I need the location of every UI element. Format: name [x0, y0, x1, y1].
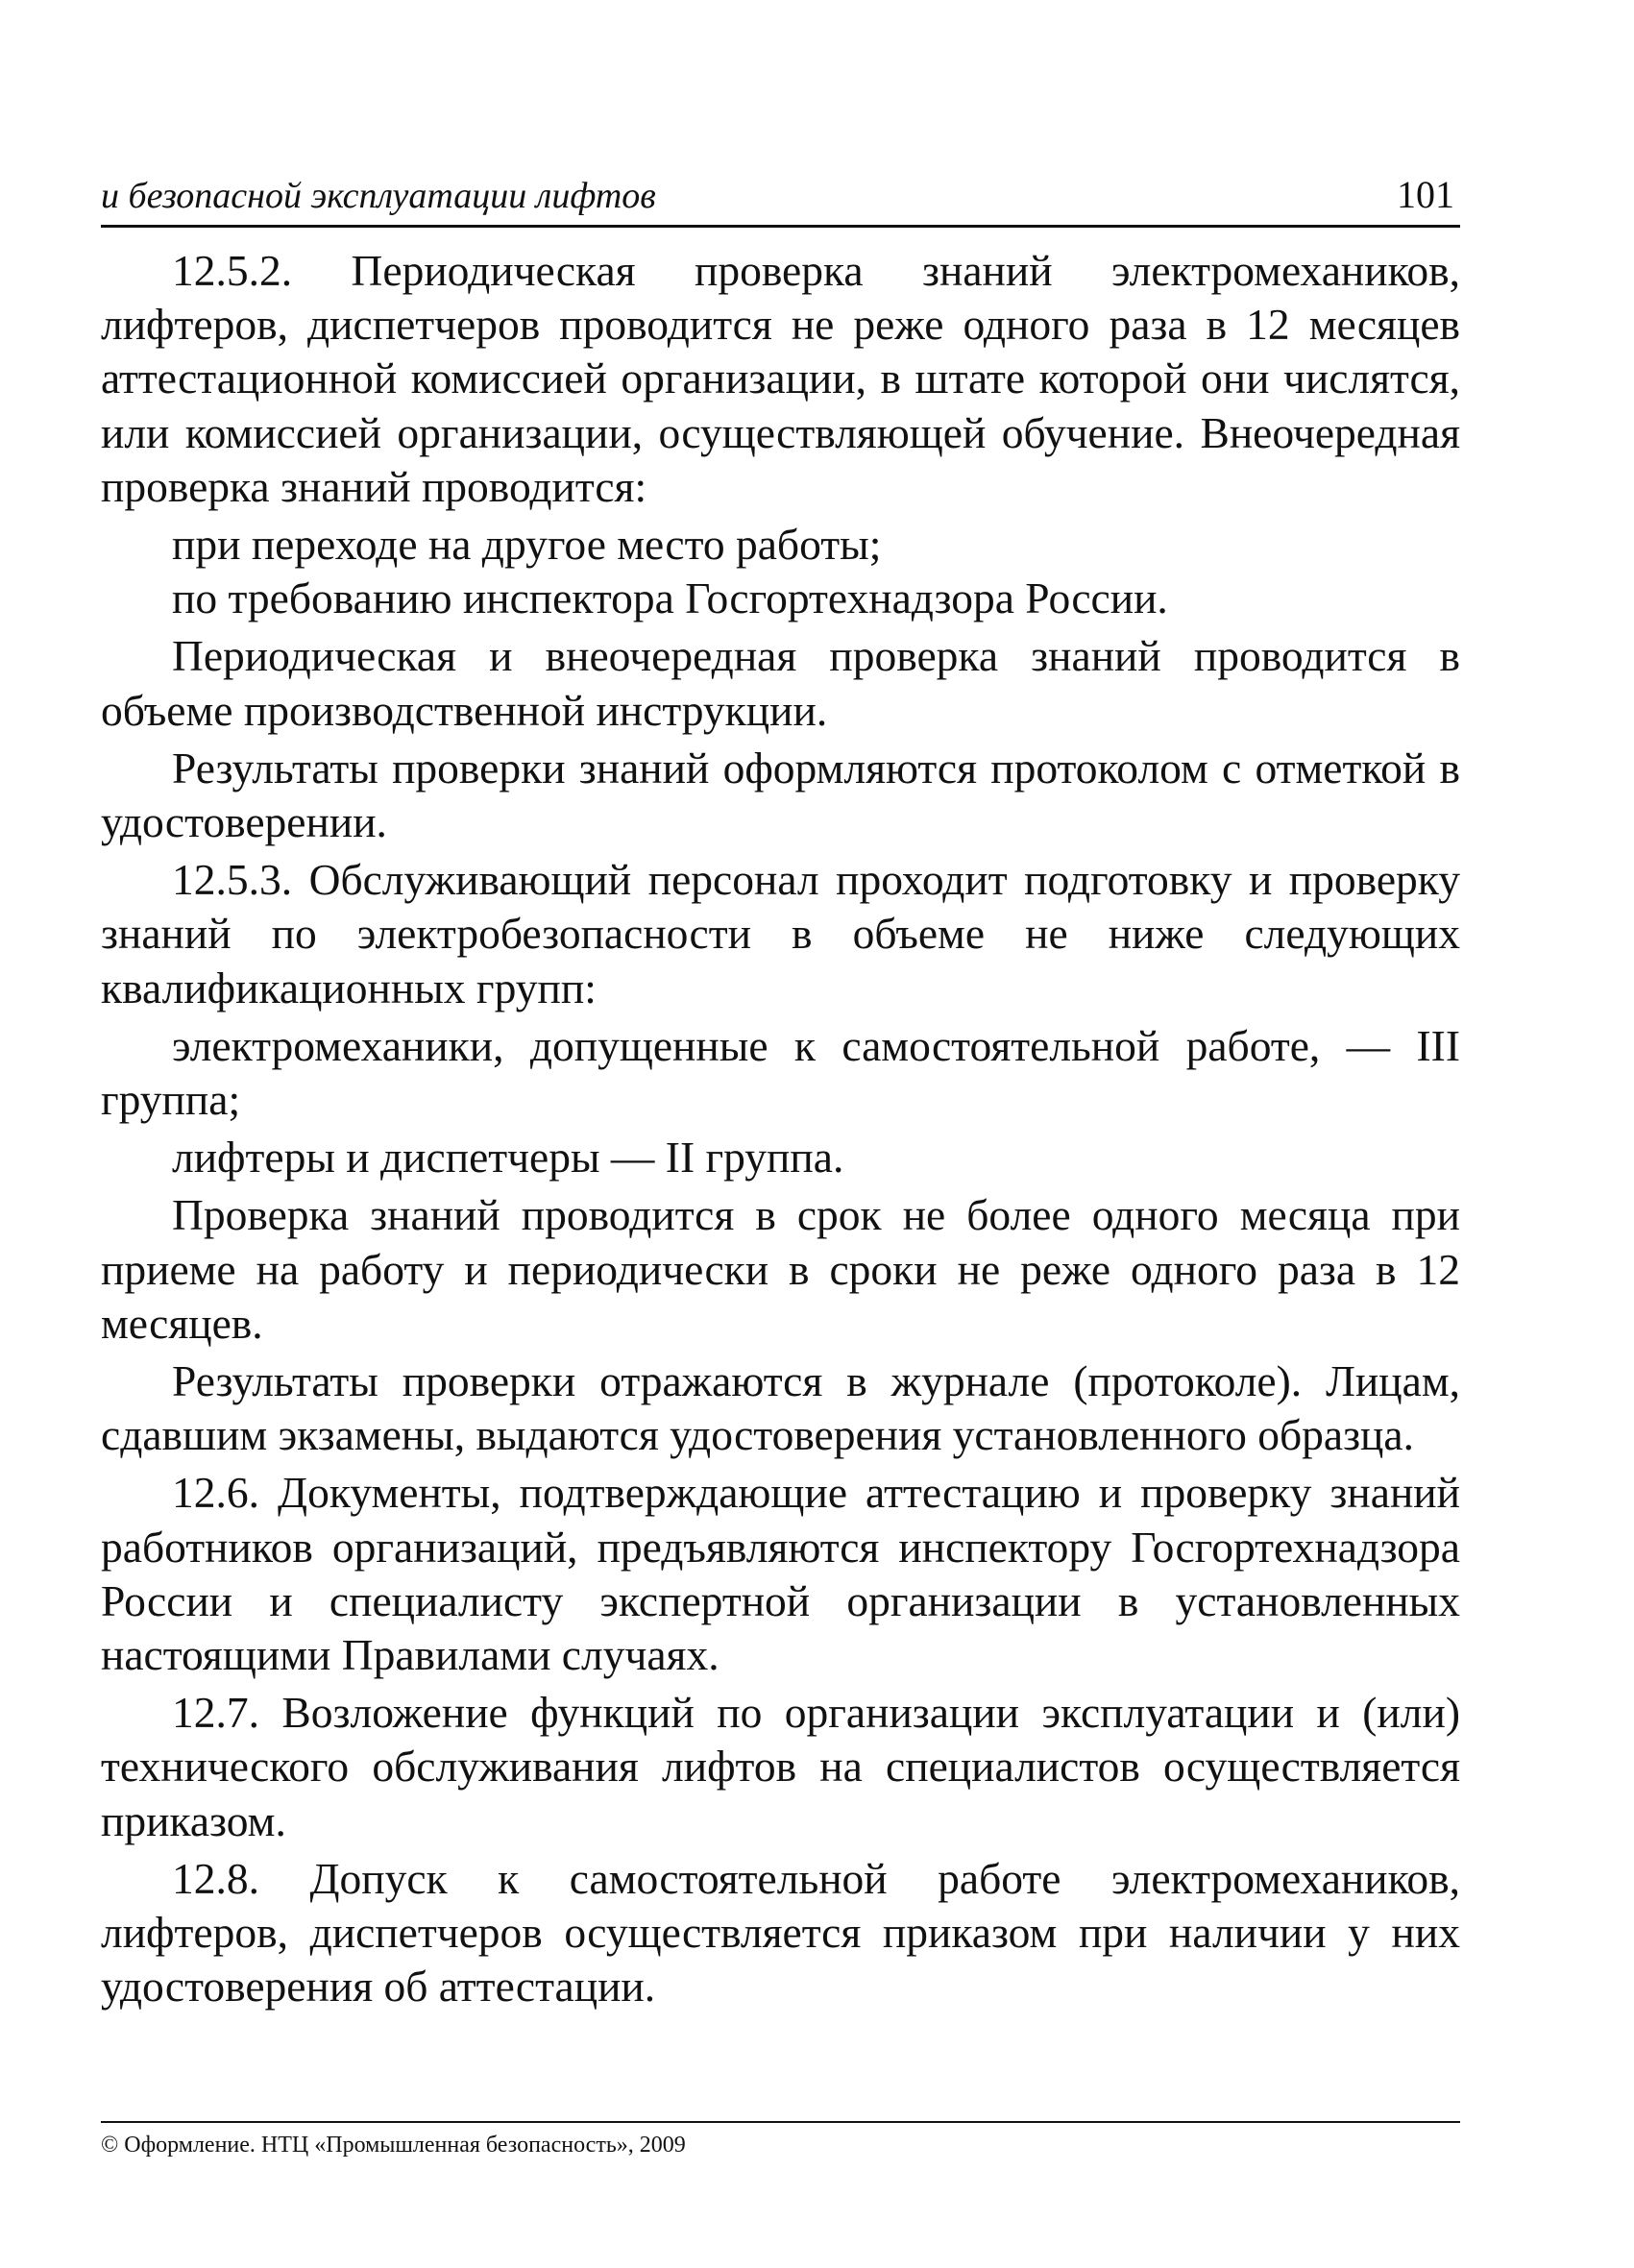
- paragraph-12-7: 12.7. Возложение функций по организации эксплуатации и (или) технического обслуживания лифтов на специалистов осуществляется приказом.: [101, 1688, 1460, 1845]
- paragraph-results-protocol: Результаты проверки знаний оформляются протоколом с отметкой в удостоверении.: [101, 743, 1460, 847]
- paragraph-12-5-3: 12.5.3. Обслуживающий персонал проходит подготовку и проверку знаний по электробезопасности в объеме не ниже следующих квалификационных групп:: [101, 855, 1460, 1012]
- paragraph-12-6: 12.6. Документы, подтверждающие аттестацию и проверку знаний работников организаций, предъявляются инспектору Госгортехнадзора России и специалисту экспертной организации в установленных настоящими Правилами случаях.: [101, 1468, 1460, 1680]
- paragraph-12-8: 12.8. Допуск к самостоятельной работе электромехаников, лифтеров, диспетчеров осуществляется приказом при наличии у них удостоверения об аттестации.: [101, 1853, 1460, 2012]
- page-number: 101: [1397, 173, 1454, 216]
- paragraph-results-journal: Результаты проверки отражаются в журнале (протоколе). Лицам, сдавшим экзамены, выдаются удостоверения установленного образца.: [101, 1356, 1460, 1460]
- paragraph-scope: Периодическая и внеочередная проверка знаний проводится в объеме производственной инструкции.: [101, 631, 1460, 735]
- list-item-lift-operators: лифтеры и диспетчеры — II группа.: [172, 1133, 844, 1183]
- copyright-notice: © Оформление. НТЦ «Промышленная безопасность», 2009: [101, 2133, 686, 2158]
- running-title: и безопасной эксплуатации лифтов: [101, 176, 656, 216]
- paragraph-12-5-2: 12.5.2. Периодическая проверка знаний электромехаников, лифтеров, диспетчеров проводится не реже одного раза в 12 месяцев аттестационной комиссией организации, в штате которой они числятся, или комиссией организации, осуществляющей обучение. Внеочередная проверка знаний проводится:: [101, 246, 1460, 511]
- list-item-new-workplace: при переходе на другое место работы;: [172, 520, 882, 570]
- list-item-inspector-request: по требованию инспектора Госгортехнадзора России.: [172, 573, 1168, 623]
- page-header: [101, 165, 1460, 228]
- body-text: [101, 244, 1460, 2018]
- paragraph-check-timing: Проверка знаний проводится в срок не более одного месяца при приеме на работу и периодически в сроки не реже одного раза в 12 месяцев.: [101, 1190, 1460, 1348]
- list-item-electromechanics: электромеханики, допущенные к самостоятельной работе, — III группа;: [101, 1020, 1460, 1125]
- page-footer: [101, 2121, 1460, 2158]
